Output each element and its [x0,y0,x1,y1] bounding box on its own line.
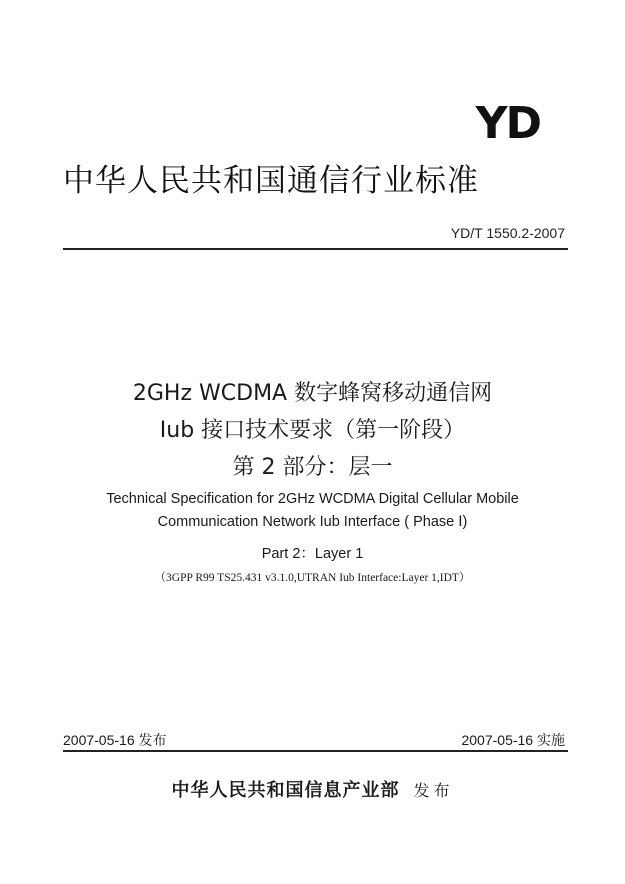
en-title-line-2: Communication Network Iub Interface ( Phase Ⅰ) [157,514,468,530]
en-title-line-1: Technical Specification for 2GHz WCDMA Digital Cellular Mobile [106,491,519,507]
top-divider [63,248,568,250]
standard-category-title: 中华人民共和国通信行业标准 [63,163,479,199]
source-reference: （3GPP R99 TS25.431 v3.1.0,UTRAN Iub Interface:Layer 1,IDT） [154,572,471,584]
bottom-divider [63,750,568,752]
en-part-title: Part 2：Layer 1 [261,546,364,562]
implement-date: 2007-05-16 实施 [461,732,565,748]
yd-logo: YD [475,98,540,149]
publish-date: 2007-05-16 发布 [63,732,167,748]
issuer-line [0,776,625,802]
cn-title-line-2: Iub 接口技术要求（第一阶段） [159,418,466,443]
issuer-name: 中华人民共和国信息产业部 [171,780,400,801]
cn-title-line-1: 2GHz WCDMA 数字蜂窝移动通信网 [132,381,493,406]
standard-number: YD/T 1550.2-2007 [450,225,565,241]
issuer-action: 发布 [413,781,454,800]
cn-title-line-3: 第 2 部分：层一 [232,455,393,480]
